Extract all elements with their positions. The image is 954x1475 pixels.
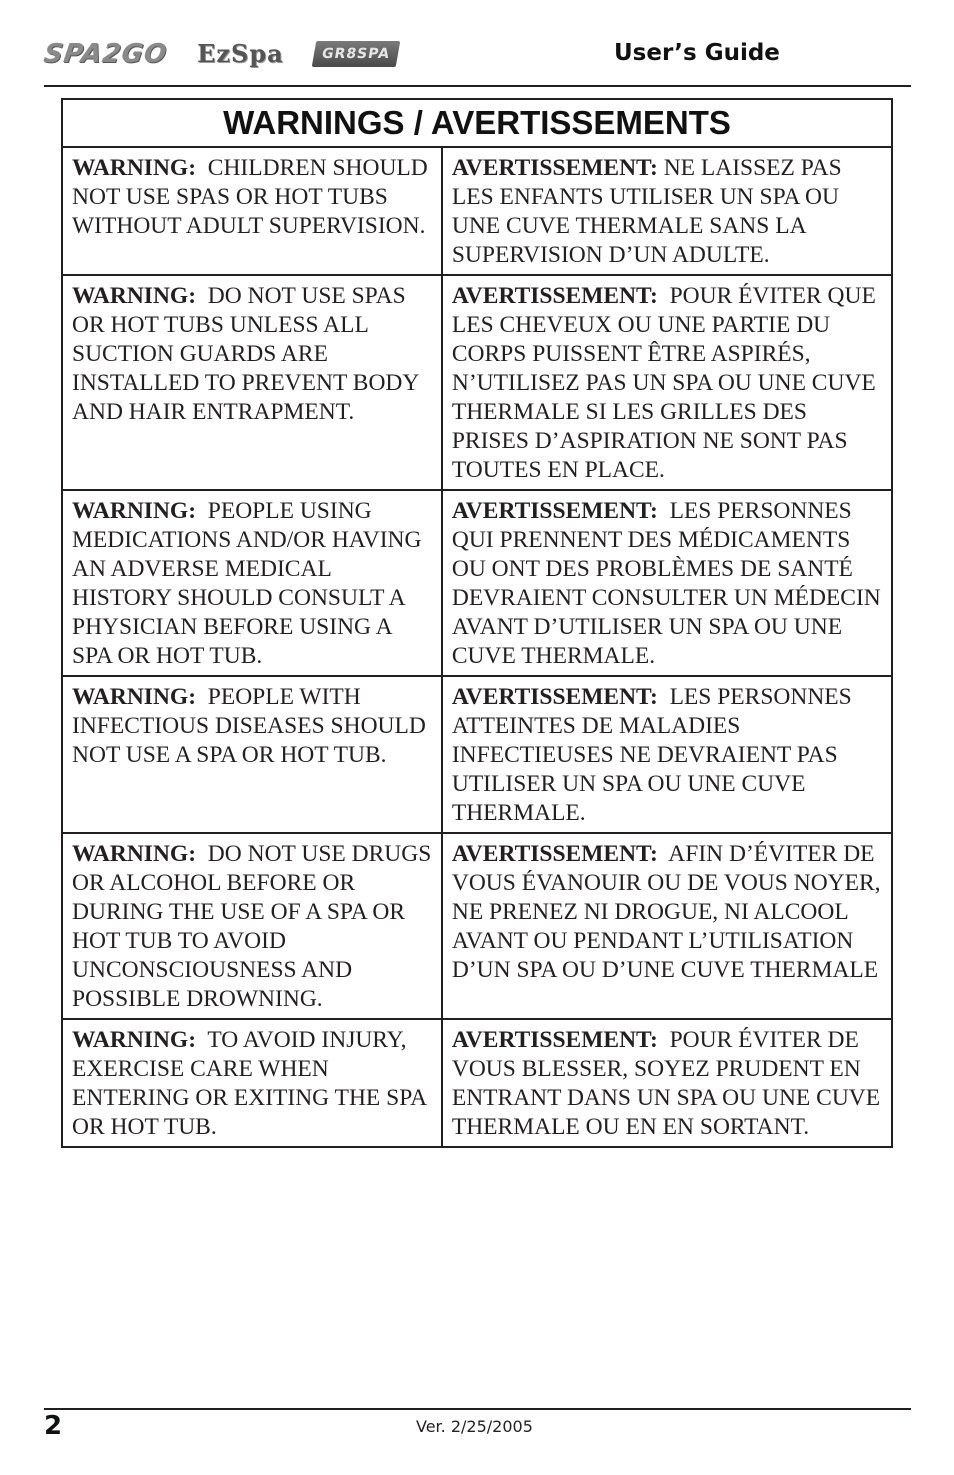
warning-french-cell xyxy=(442,275,892,490)
warning-french-cell xyxy=(442,1019,892,1147)
table-row xyxy=(62,833,892,1019)
page-number: 2 xyxy=(44,1411,63,1441)
table-row xyxy=(62,676,892,833)
table-title: WARNINGS / AVERTISSEMENTS xyxy=(62,99,892,147)
avertissement-lead: AVERTISSEMENT: xyxy=(451,498,658,524)
warning-english-cell xyxy=(62,833,442,1019)
brand-logos xyxy=(41,34,398,74)
avertissement-text: POUR ÉVITER DE VOUS BLESSER, SOYEZ PRUDENT EN ENTRANT DANS UN SPA OU UNE CUVE THERMALE OU EN EN SORTANT. xyxy=(451,1027,881,1140)
avertissement-lead: AVERTISSEMENT: xyxy=(451,841,658,867)
warning-french-cell xyxy=(442,490,892,676)
warning-text: PEOPLE USING MEDICATIONS AND/OR HAVING AN ADVERSE MEDICAL HISTORY SHOULD CONSULT A PHYSICIAN BEFORE USING A SPA OR HOT TUB. xyxy=(72,498,422,669)
warnings-table xyxy=(61,98,893,1148)
warning-lead: WARNING: xyxy=(72,841,197,867)
warning-french-cell xyxy=(442,147,892,275)
warning-lead: WARNING: xyxy=(72,498,197,524)
avertissement-lead: AVERTISSEMENT: xyxy=(451,155,658,181)
table-row xyxy=(62,147,892,275)
warning-english-cell xyxy=(62,275,442,490)
table-title-row xyxy=(62,99,892,147)
avertissement-lead: AVERTISSEMENT: xyxy=(451,1027,658,1053)
version-label: Ver. 2/25/2005 xyxy=(416,1417,533,1436)
warning-text: PEOPLE WITH INFECTIOUS DISEASES SHOULD NOT USE A SPA OR HOT TUB. xyxy=(72,684,426,768)
avertissement-lead: AVERTISSEMENT: xyxy=(451,283,658,309)
page-header xyxy=(41,30,911,85)
footer-rule xyxy=(44,1408,911,1410)
table-row xyxy=(62,490,892,676)
warning-lead: WARNING: xyxy=(72,1027,197,1053)
avertissement-text: AFIN D’ÉVITER DE VOUS ÉVANOUIR OU DE VOUS NOYER, NE PRENEZ NI DROGUE, NI ALCOOL AVANT OU PENDANT L’UTILISATION D’UN SPA OU D’UNE CUVE THERMALE xyxy=(451,841,881,983)
warning-text: TO AVOID INJURY, EXERCISE CARE WHEN ENTERING OR EXITING THE SPA OR HOT TUB. xyxy=(72,1027,426,1140)
header-rule xyxy=(44,85,911,87)
warning-lead: WARNING: xyxy=(72,283,197,309)
warning-text: DO NOT USE DRUGS OR ALCOHOL BEFORE OR DURING THE USE OF A SPA OR HOT TUB TO AVOID UNCONSCIOUSNESS AND POSSIBLE DROWNING. xyxy=(72,841,432,1012)
warning-english-cell xyxy=(62,1019,442,1147)
warning-text: DO NOT USE SPAS OR HOT TUBS UNLESS ALL SUCTION GUARDS ARE INSTALLED TO PREVENT BODY AND HAIR ENTRAPMENT. xyxy=(72,283,419,425)
ezspa-logo: EzSpa xyxy=(197,39,284,68)
avertissement-text: NE LAISSEZ PAS LES ENFANTS UTILISER UN SPA OU UNE CUVE THERMALE SANS LA SUPERVISION D’UN ADULTE. xyxy=(451,155,842,268)
table-row xyxy=(62,275,892,490)
warning-lead: WARNING: xyxy=(72,684,197,710)
warning-english-cell xyxy=(62,147,442,275)
warning-lead: WARNING: xyxy=(72,155,197,181)
avertissement-text: LES PERSONNES QUI PRENNENT DES MÉDICAMENTS OU ONT DES PROBLÈMES DE SANTÉ DEVRAIENT CONSULTER UN MÉDECIN AVANT D’UTILISER UN SPA OU UNE CUVE THERMALE. xyxy=(451,498,881,669)
spa2go-logo: SPA2GO xyxy=(41,39,170,69)
warning-english-cell xyxy=(62,490,442,676)
avertissement-text: POUR ÉVITER QUE LES CHEVEUX OU UNE PARTIE DU CORPS PUISSENT ÊTRE ASPIRÉS, N’UTILISEZ PAS UN SPA OU UNE CUVE THERMALE SI LES GRILLES DES PRISES D’ASPIRATION NE SONT PAS TOUTES EN PLACE. xyxy=(451,283,876,483)
avertissement-text: LES PERSONNES ATTEINTES DE MALADIES INFECTIEUSES NE DEVRAIENT PAS UTILISER UN SPA OU UNE CUVE THERMALE. xyxy=(451,684,852,826)
warning-french-cell xyxy=(442,833,892,1019)
table-row xyxy=(62,1019,892,1147)
gr8spa-logo: GR8SPA xyxy=(311,41,399,67)
guide-title: User’s Guide xyxy=(614,40,780,66)
warning-english-cell xyxy=(62,676,442,833)
warning-french-cell xyxy=(442,676,892,833)
avertissement-lead: AVERTISSEMENT: xyxy=(451,684,658,710)
warning-text: CHILDREN SHOULD NOT USE SPAS OR HOT TUBS WITHOUT ADULT SUPERVISION. xyxy=(72,155,428,239)
